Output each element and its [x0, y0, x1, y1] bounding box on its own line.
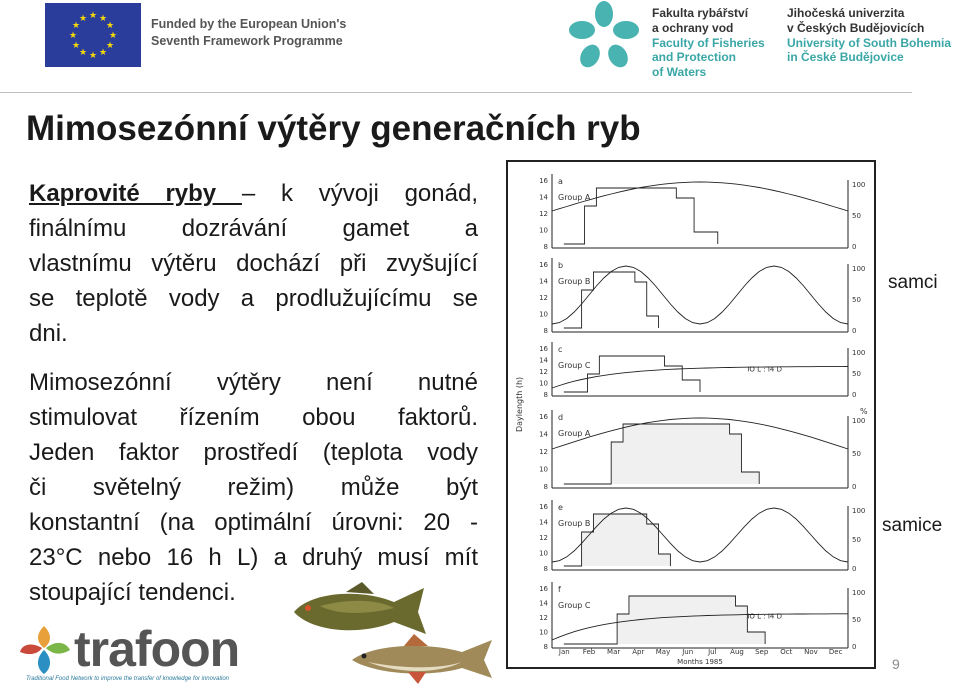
panel-group-label: Group A: [558, 193, 591, 202]
month-tick-label: Mar: [607, 648, 621, 656]
left-tick-label: 8: [543, 565, 548, 573]
text-line: vlastnímu výtěru dochází při zvyšující: [29, 250, 478, 277]
university-name: [787, 6, 951, 65]
left-tick-label: 14: [539, 599, 548, 608]
svg-text:★: ★: [68, 31, 78, 41]
text-line: [29, 176, 478, 211]
svg-text:★: ★: [88, 51, 98, 61]
panel-letter: b: [558, 261, 564, 270]
right-tick-label: 50: [852, 450, 861, 458]
left-tick-label: 14: [539, 430, 548, 439]
faculty-name: [652, 6, 765, 80]
panel-group-label: Group B: [558, 277, 591, 286]
left-tick-label: 12: [539, 614, 548, 622]
right-tick-label: 100: [852, 417, 866, 425]
left-tick-label: 10: [539, 379, 548, 388]
university-cz-line: v Českých Budějovicích: [787, 20, 925, 35]
left-tick-label: 8: [543, 243, 548, 251]
panel-group-label: Group A: [558, 429, 591, 438]
text-line: stimulovat řízením obou faktorů.: [29, 404, 478, 431]
university-en-line: in České Budějovice: [787, 50, 904, 65]
gonad-step-series: [564, 596, 765, 644]
left-tick-label: 16: [539, 177, 548, 185]
right-axis-unit: %: [860, 407, 868, 416]
y-axis-title: Daylength (h): [515, 376, 524, 432]
panel-group-label: Group B: [558, 519, 591, 528]
leaf-icon: [18, 620, 74, 676]
text-line: konstantní (na optimální úrovni: 20 -: [29, 509, 478, 536]
right-tick-label: 100: [852, 507, 866, 515]
daylength-curve: [552, 266, 848, 324]
eu-text-line: Funded by the European Union's: [151, 17, 347, 31]
svg-text:★: ★: [78, 48, 88, 58]
text-line: či světelný režim) může být: [29, 474, 478, 501]
panel-group-label: Group C: [558, 601, 591, 610]
left-tick-label: 8: [543, 327, 548, 335]
text-line: se teplotě vody a prodlužujícímu se: [29, 285, 478, 312]
university-en-line: University of South Bohemia: [787, 35, 952, 50]
chart-svg: [508, 162, 874, 667]
month-tick-label: Jul: [708, 648, 717, 656]
eu-text-line: Seventh Framework Programme: [151, 34, 343, 48]
right-tick-label: 0: [852, 483, 857, 491]
trafoon-wordmark: trafoon: [74, 621, 240, 677]
label-males: samci: [888, 272, 938, 293]
trafoon-logo: [18, 620, 288, 686]
left-tick-label: 12: [539, 534, 548, 542]
month-tick-label: Sep: [755, 648, 769, 656]
right-tick-label: 50: [852, 536, 861, 544]
right-tick-label: 0: [852, 327, 857, 335]
right-tick-label: 0: [852, 643, 857, 651]
right-tick-label: 0: [852, 391, 857, 399]
header-divider: [0, 92, 912, 93]
right-tick-label: 100: [852, 589, 866, 597]
faculty-en-line: Faculty of Fisheries: [652, 35, 765, 50]
left-tick-label: 16: [539, 413, 548, 421]
left-tick-label: 14: [539, 277, 548, 286]
university-cz-line: Jihočeská univerzita: [787, 6, 905, 20]
left-tick-label: 14: [539, 356, 548, 365]
left-tick-label: 10: [539, 628, 548, 637]
left-tick-label: 10: [539, 549, 548, 558]
text-fragment: – k vývoji gonád,: [241, 180, 478, 207]
svg-text:★: ★: [71, 21, 81, 31]
faculty-en-line: and Protection: [652, 50, 737, 65]
panel-note: IO L : I4 D: [747, 365, 783, 374]
left-tick-label: 12: [539, 210, 548, 218]
text-line: stoupající tendenci.: [29, 579, 236, 606]
left-tick-label: 10: [539, 226, 548, 235]
svg-text:★: ★: [71, 41, 81, 51]
trafoon-tagline: Traditional Food Network to improve the transfer of knowledge for innovation: [26, 676, 229, 682]
label-females: samice: [882, 515, 943, 536]
left-tick-label: 16: [539, 261, 548, 269]
left-tick-label: 16: [539, 345, 548, 353]
eu-flag-logo: [45, 3, 141, 67]
paragraph-offseason: [29, 365, 478, 610]
svg-text:★: ★: [98, 48, 108, 58]
svg-text:★: ★: [88, 11, 98, 21]
month-tick-label: Nov: [804, 648, 818, 656]
text-line: 23°C nebo 16 h L) a druhý musí mít: [29, 544, 478, 571]
month-tick-label: Aug: [730, 648, 744, 656]
faculty-cz-line: a ochrany vod: [652, 20, 734, 35]
svg-text:★: ★: [98, 14, 108, 24]
month-tick-label: Oct: [780, 648, 793, 656]
slide-title: Mimosezónní výtěry generačních ryb: [26, 109, 641, 148]
right-tick-label: 100: [852, 265, 866, 273]
panel-letter: c: [558, 345, 563, 354]
faculty-en-line: of Waters: [652, 65, 707, 80]
fish-icon: [348, 630, 496, 686]
barbel-fish-image: [348, 630, 496, 686]
right-tick-label: 0: [852, 243, 857, 251]
left-tick-label: 14: [539, 193, 548, 202]
svg-text:★: ★: [108, 31, 118, 41]
left-tick-label: 8: [543, 483, 548, 491]
left-tick-label: 12: [539, 448, 548, 456]
month-tick-label: Apr: [632, 648, 645, 656]
text-line: Jeden faktor prostředí (teplota vody: [29, 439, 478, 466]
right-tick-label: 50: [852, 296, 861, 304]
right-tick-label: 100: [852, 349, 866, 357]
left-tick-label: 8: [543, 391, 548, 399]
text-line: finálnímu dozrávání gamet a: [29, 215, 478, 242]
slide-body: [29, 176, 478, 610]
right-tick-label: 0: [852, 565, 857, 573]
month-tick-label: Jun: [682, 648, 694, 656]
page-number: 9: [892, 656, 900, 672]
left-tick-label: 10: [539, 465, 548, 474]
month-tick-label: Jan: [558, 648, 570, 656]
svg-text:★: ★: [105, 41, 115, 51]
text-line: Mimosezónní výtěry není nutné: [29, 369, 478, 396]
panel-letter: f: [558, 585, 561, 594]
month-tick-label: May: [655, 648, 671, 656]
panel-letter: a: [558, 177, 563, 186]
panel-note: IO L : I4 D: [747, 612, 783, 621]
bold-lead: Kaprovité ryby: [29, 180, 242, 207]
right-tick-label: 50: [852, 616, 861, 624]
text-line: dni.: [29, 320, 68, 347]
spawning-chart: [506, 160, 876, 669]
panel-letter: d: [558, 413, 564, 422]
month-tick-label: Feb: [582, 648, 596, 656]
left-tick-label: 16: [539, 503, 548, 511]
gonad-step-series: [564, 424, 759, 484]
svg-text:★: ★: [78, 14, 88, 24]
eu-stars-icon: [45, 3, 141, 67]
flower-icon: [566, 0, 642, 72]
left-tick-label: 14: [539, 518, 548, 527]
month-tick-label: Dec: [828, 648, 843, 656]
left-tick-label: 10: [539, 310, 548, 319]
eu-funding-text: [151, 16, 361, 50]
left-tick-label: 12: [539, 368, 548, 376]
panel-letter: e: [558, 503, 563, 512]
panel-group-label: Group C: [558, 361, 591, 370]
left-tick-label: 16: [539, 585, 548, 593]
right-tick-label: 50: [852, 212, 861, 220]
x-axis-title: Months 1985: [677, 658, 723, 666]
right-tick-label: 50: [852, 370, 861, 378]
right-tick-label: 100: [852, 181, 866, 189]
left-tick-label: 8: [543, 643, 548, 651]
faculty-flower-logo: [566, 0, 642, 72]
svg-text:★: ★: [105, 21, 115, 31]
faculty-cz-line: Fakulta rybářství: [652, 6, 749, 20]
paragraph-cyprinids: [29, 176, 478, 351]
left-tick-label: 12: [539, 294, 548, 302]
